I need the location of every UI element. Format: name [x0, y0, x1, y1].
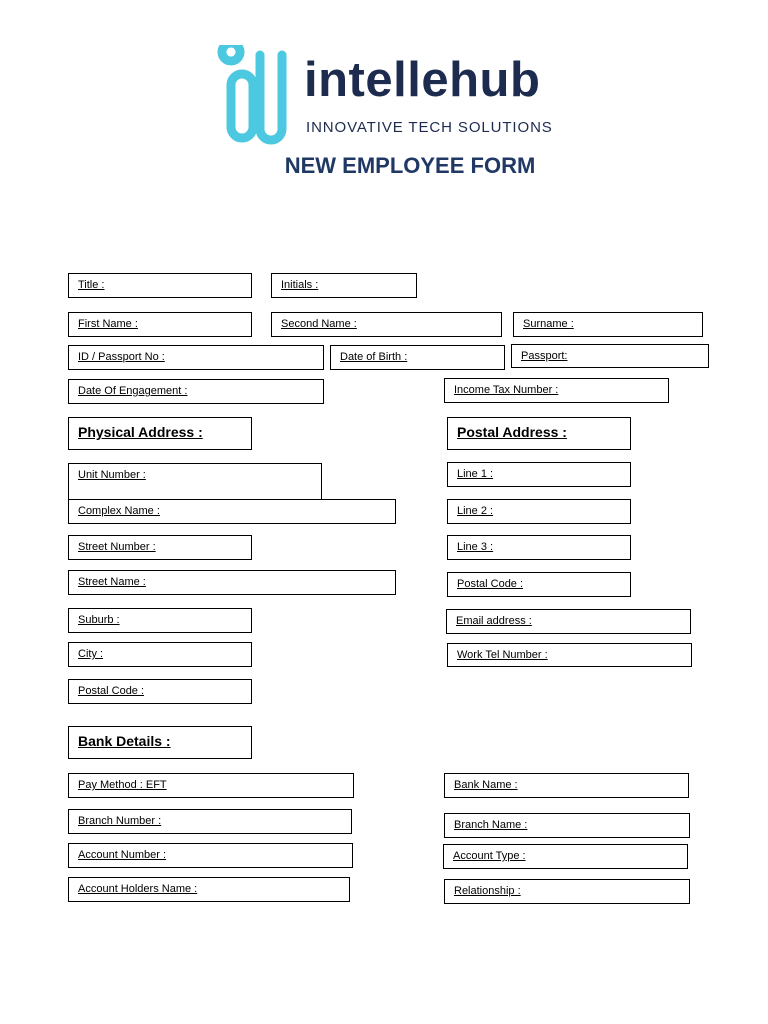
second-name-field[interactable]	[271, 312, 502, 337]
line1-label: Line 1 :	[457, 468, 494, 480]
branch-name-label: Branch Name :	[454, 819, 528, 831]
street-name-field[interactable]	[68, 570, 396, 595]
passport-field[interactable]	[511, 344, 709, 368]
form-title: NEW EMPLOYEE FORM	[284, 153, 536, 178]
unit-number-label: Unit Number :	[78, 469, 146, 481]
bank-name-label: Bank Name :	[454, 779, 518, 791]
street-name-label: Street Name :	[78, 576, 146, 588]
physical-address-heading	[68, 417, 252, 450]
income-tax-number-label: Income Tax Number :	[454, 384, 559, 396]
account-number-field[interactable]	[68, 843, 353, 868]
date-of-engagement-field[interactable]	[68, 379, 324, 404]
brand-name: intellehub	[304, 53, 541, 107]
initials-label: Initials :	[281, 279, 319, 291]
title-field[interactable]	[68, 273, 252, 298]
line3-label: Line 3 :	[457, 541, 494, 553]
bank-details-heading	[68, 726, 252, 759]
relationship-field[interactable]	[444, 879, 690, 904]
suburb-field[interactable]	[68, 608, 252, 633]
second-name-label: Second Name :	[281, 318, 357, 330]
date-of-birth-field[interactable]	[330, 345, 505, 370]
suburb-label: Suburb :	[78, 614, 120, 626]
title-label: Title :	[78, 279, 105, 291]
physical-address-heading-label: Physical Address :	[78, 424, 203, 440]
postal-address-heading	[447, 417, 631, 450]
passport-label: Passport:	[521, 350, 568, 362]
bank-name-field[interactable]	[444, 773, 689, 798]
account-holders-name-field[interactable]	[68, 877, 350, 902]
complex-name-field[interactable]	[68, 499, 396, 524]
line2-field[interactable]	[447, 499, 631, 524]
first-name-label: First Name :	[78, 318, 138, 330]
id-passport-label: ID / Passport No :	[78, 351, 165, 363]
street-number-field[interactable]	[68, 535, 252, 560]
city-field[interactable]	[68, 642, 252, 667]
postal-postal-code-field[interactable]	[447, 572, 631, 597]
work-tel-number-label: Work Tel Number :	[457, 649, 548, 661]
email-address-label: Email address :	[456, 615, 532, 627]
income-tax-number-field[interactable]	[444, 378, 669, 403]
line3-field[interactable]	[447, 535, 631, 560]
brand-tagline: INNOVATIVE TECH SOLUTIONS	[306, 119, 553, 136]
id-passport-field[interactable]	[68, 345, 324, 370]
pay-method-label: Pay Method : EFT	[78, 779, 167, 791]
date-of-engagement-label: Date Of Engagement :	[78, 385, 188, 397]
date-of-birth-label: Date of Birth :	[340, 351, 408, 363]
branch-name-field[interactable]	[444, 813, 690, 838]
account-holders-name-label: Account Holders Name :	[78, 883, 198, 895]
account-type-field[interactable]	[443, 844, 688, 869]
street-number-label: Street Number :	[78, 541, 156, 553]
branch-number-label: Branch Number :	[78, 815, 162, 827]
account-number-label: Account Number :	[78, 849, 167, 861]
first-name-field[interactable]	[68, 312, 252, 337]
pay-method-field[interactable]	[68, 773, 354, 798]
account-type-label: Account Type :	[453, 850, 526, 862]
relationship-label: Relationship :	[454, 885, 521, 897]
initials-field[interactable]	[271, 273, 417, 298]
surname-label: Surname :	[523, 318, 574, 330]
work-tel-number-field[interactable]	[447, 643, 692, 667]
email-address-field[interactable]	[446, 609, 691, 634]
city-label: City :	[78, 648, 104, 660]
postal-address-heading-label: Postal Address :	[457, 424, 567, 440]
line1-field[interactable]	[447, 462, 631, 487]
physical-postal-code-label: Postal Code :	[78, 685, 145, 697]
intellehub-logo-icon	[216, 45, 296, 151]
unit-number-field[interactable]	[68, 463, 322, 500]
postal-postal-code-label: Postal Code :	[457, 578, 524, 590]
bank-details-heading-label: Bank Details :	[78, 733, 171, 749]
surname-field[interactable]	[513, 312, 703, 337]
physical-postal-code-field[interactable]	[68, 679, 252, 704]
complex-name-label: Complex Name :	[78, 505, 160, 517]
branch-number-field[interactable]	[68, 809, 352, 834]
line2-label: Line 2 :	[457, 505, 494, 517]
